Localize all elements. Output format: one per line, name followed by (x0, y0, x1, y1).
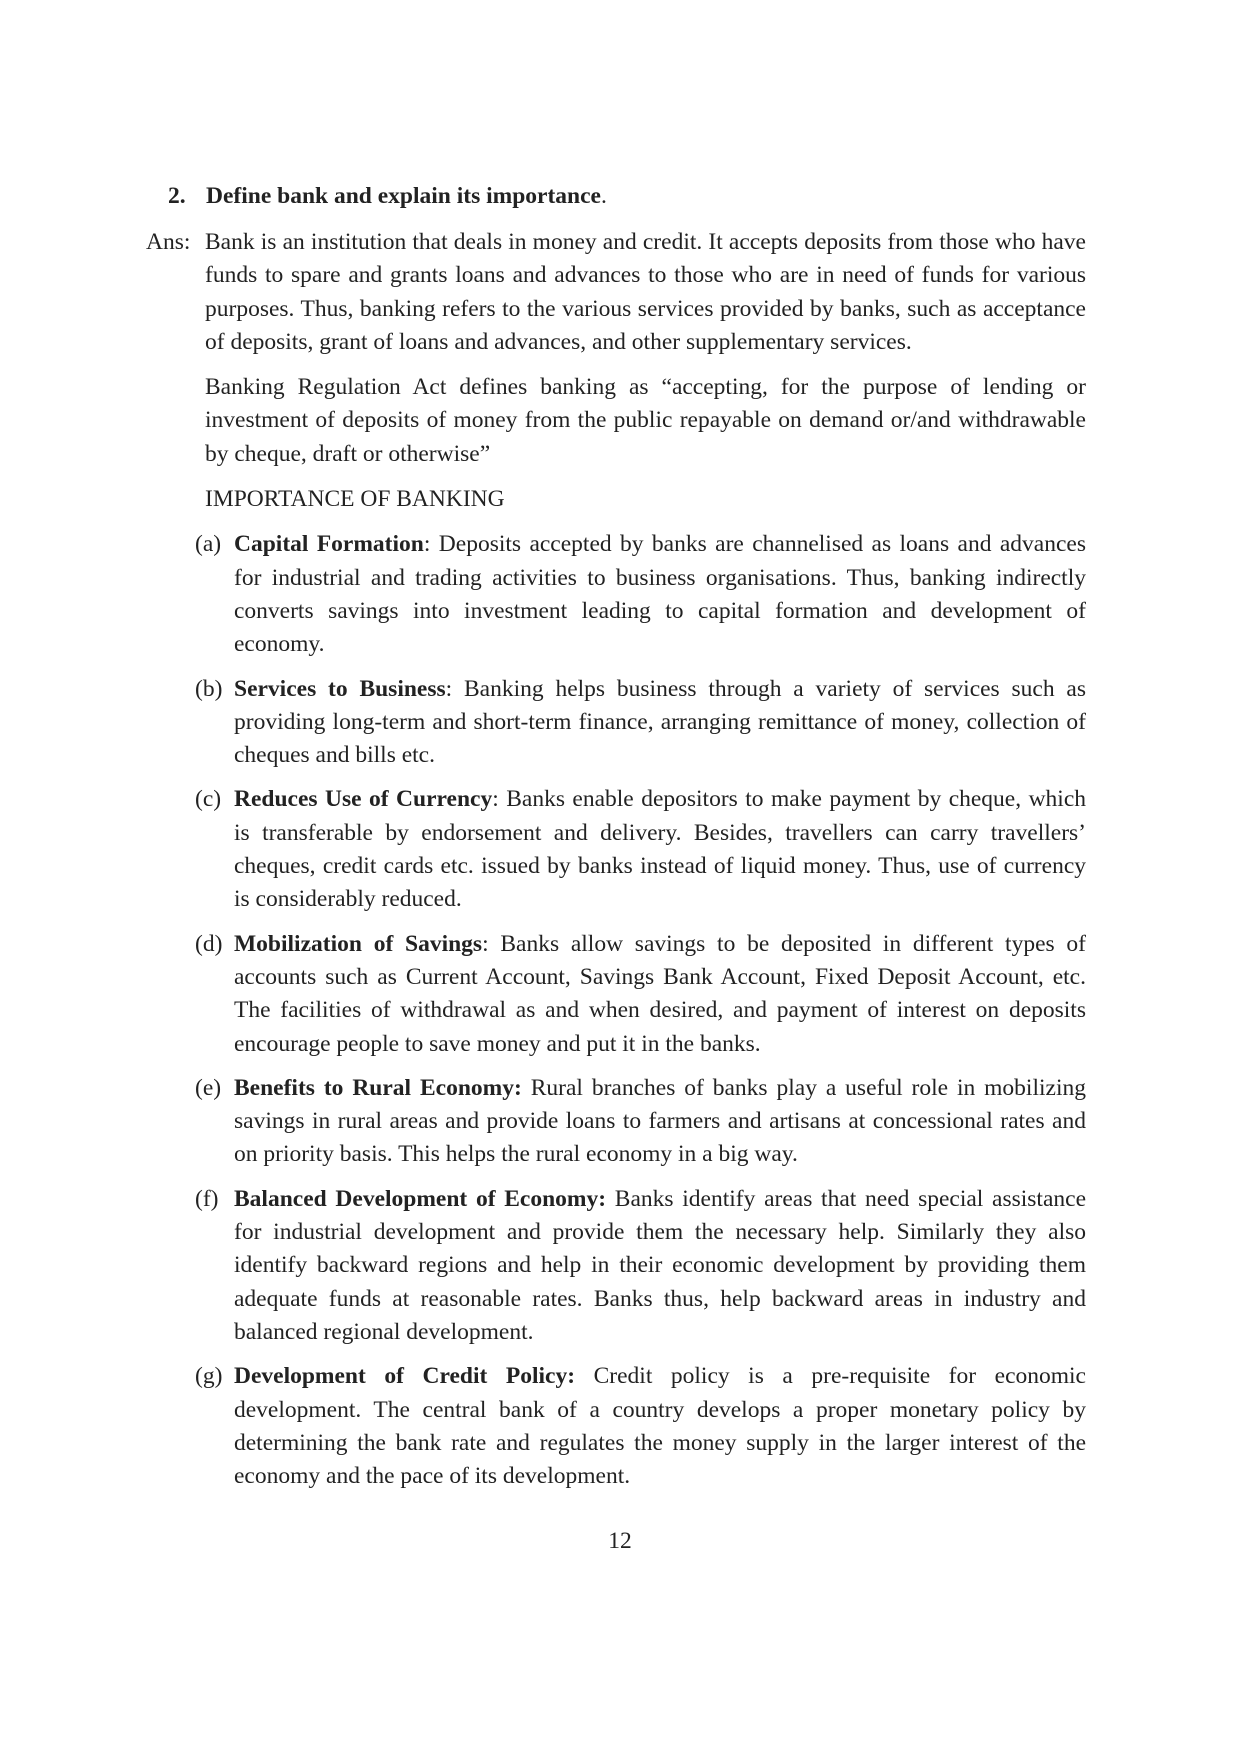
list-item-separator: : (492, 786, 499, 813)
answer-intro-block (146, 226, 1086, 359)
list-item-text: Deposits accepted by banks are channelised as loans and advances for industrial and trading activities to business organisations. Thus, banking indirectly converts savings into investment leading to capital formation and development of economy. (234, 531, 1086, 658)
list-item (195, 928, 1086, 1061)
page-number: 12 (608, 1528, 632, 1554)
list-item-letter: (d) (195, 930, 223, 957)
list-item-title: Benefits to Rural Economy: (234, 1074, 522, 1101)
list-item-separator: : (445, 675, 453, 702)
list-item-letter: (b) (195, 675, 223, 702)
list-item-letter: (f) (195, 1185, 219, 1212)
list-item-separator: : (482, 930, 489, 957)
list-item-text: Banks identify areas that need special assistance for industrial development and provide them the necessary help. Similarly they also identify backward regions and help in their economic development by providing them adequate funds at reasonable rates. Banks thus, help backward areas in industry and balanced regional development. (234, 1185, 1087, 1345)
answer-section (146, 226, 1086, 1504)
list-item-text: Banking helps business through a variety of services such as providing long-term and short-term finance, arranging remittance of money, collection of cheques and bills etc. (234, 675, 1087, 769)
answer-label: Ans: (146, 229, 191, 255)
banking-definition: Banking Regulation Act defines banking as “accepting, for the purpose of lending or investment of deposits of money from the public repayable on demand or/and withdrawable by cheque, draft or otherwise” (205, 374, 1086, 467)
list-item-letter: (a) (195, 531, 222, 558)
list-item (195, 1360, 1086, 1493)
importance-heading: IMPORTANCE OF BANKING (205, 486, 505, 513)
list-item (195, 1183, 1086, 1349)
list-item-text: Credit policy is a pre-requisite for economic development. The central bank of a country develops a proper monetary policy by determining the bank rate and regulates the money supply in the larger interest of the economy and the pace of its development. (234, 1363, 1086, 1490)
list-item-text: Rural branches of banks play a useful role in mobilizing savings in rural areas and provide loans to farmers and artisans at concessional rates and on priority basis. This helps the rural economy in a big way. (234, 1074, 1086, 1168)
list-item-text: Banks allow savings to be deposited in different types of accounts such as Current Account, Savings Bank Account, Fixed Deposit Account, etc. The facilities of withdrawal as and when desired, and payment of interest on deposits encourage people to save money and put it in the banks. (234, 930, 1086, 1057)
question-number: 2. (168, 183, 186, 209)
list-item-title: Mobilization of Savings (234, 930, 483, 957)
answer-intro: Bank is an institution that deals in money and credit. It accepts deposits from those who have funds to spare and grants loans and advances to those who are in need of funds for various purposes. Thus, banking refers to the various services provided by banks, such as acceptance of deposits, grant of loans and advances, and other supplementary services. (205, 229, 1086, 355)
list-item-title: Balanced Development of Economy: (234, 1185, 607, 1212)
question-text: Define bank and explain its importance (206, 183, 601, 209)
list-item-letter: (g) (195, 1363, 223, 1390)
list-item (195, 528, 1086, 661)
question-trailing: . (600, 183, 607, 209)
list-item-letter: (e) (195, 1074, 222, 1101)
list-item-separator: : (423, 531, 431, 558)
list-item (195, 783, 1086, 916)
importance-list (195, 528, 1086, 1493)
list-item (195, 1072, 1086, 1172)
list-item-title: Reduces Use of Currency (234, 786, 493, 813)
list-item (195, 673, 1086, 773)
list-item-title: Capital Formation (234, 531, 424, 558)
list-item-title: Development of Credit Policy: (234, 1363, 576, 1390)
question-heading (168, 180, 607, 212)
list-item-letter: (c) (195, 786, 222, 813)
list-item-text: Banks enable depositors to make payment by cheque, which is transferable by endorsement and delivery. Besides, travellers can carry travellers’ cheques, credit cards etc. issued by banks instead of liquid money. Thus, use of currency is considerably reduced. (234, 786, 1086, 913)
list-item-title: Services to Business (234, 675, 446, 702)
